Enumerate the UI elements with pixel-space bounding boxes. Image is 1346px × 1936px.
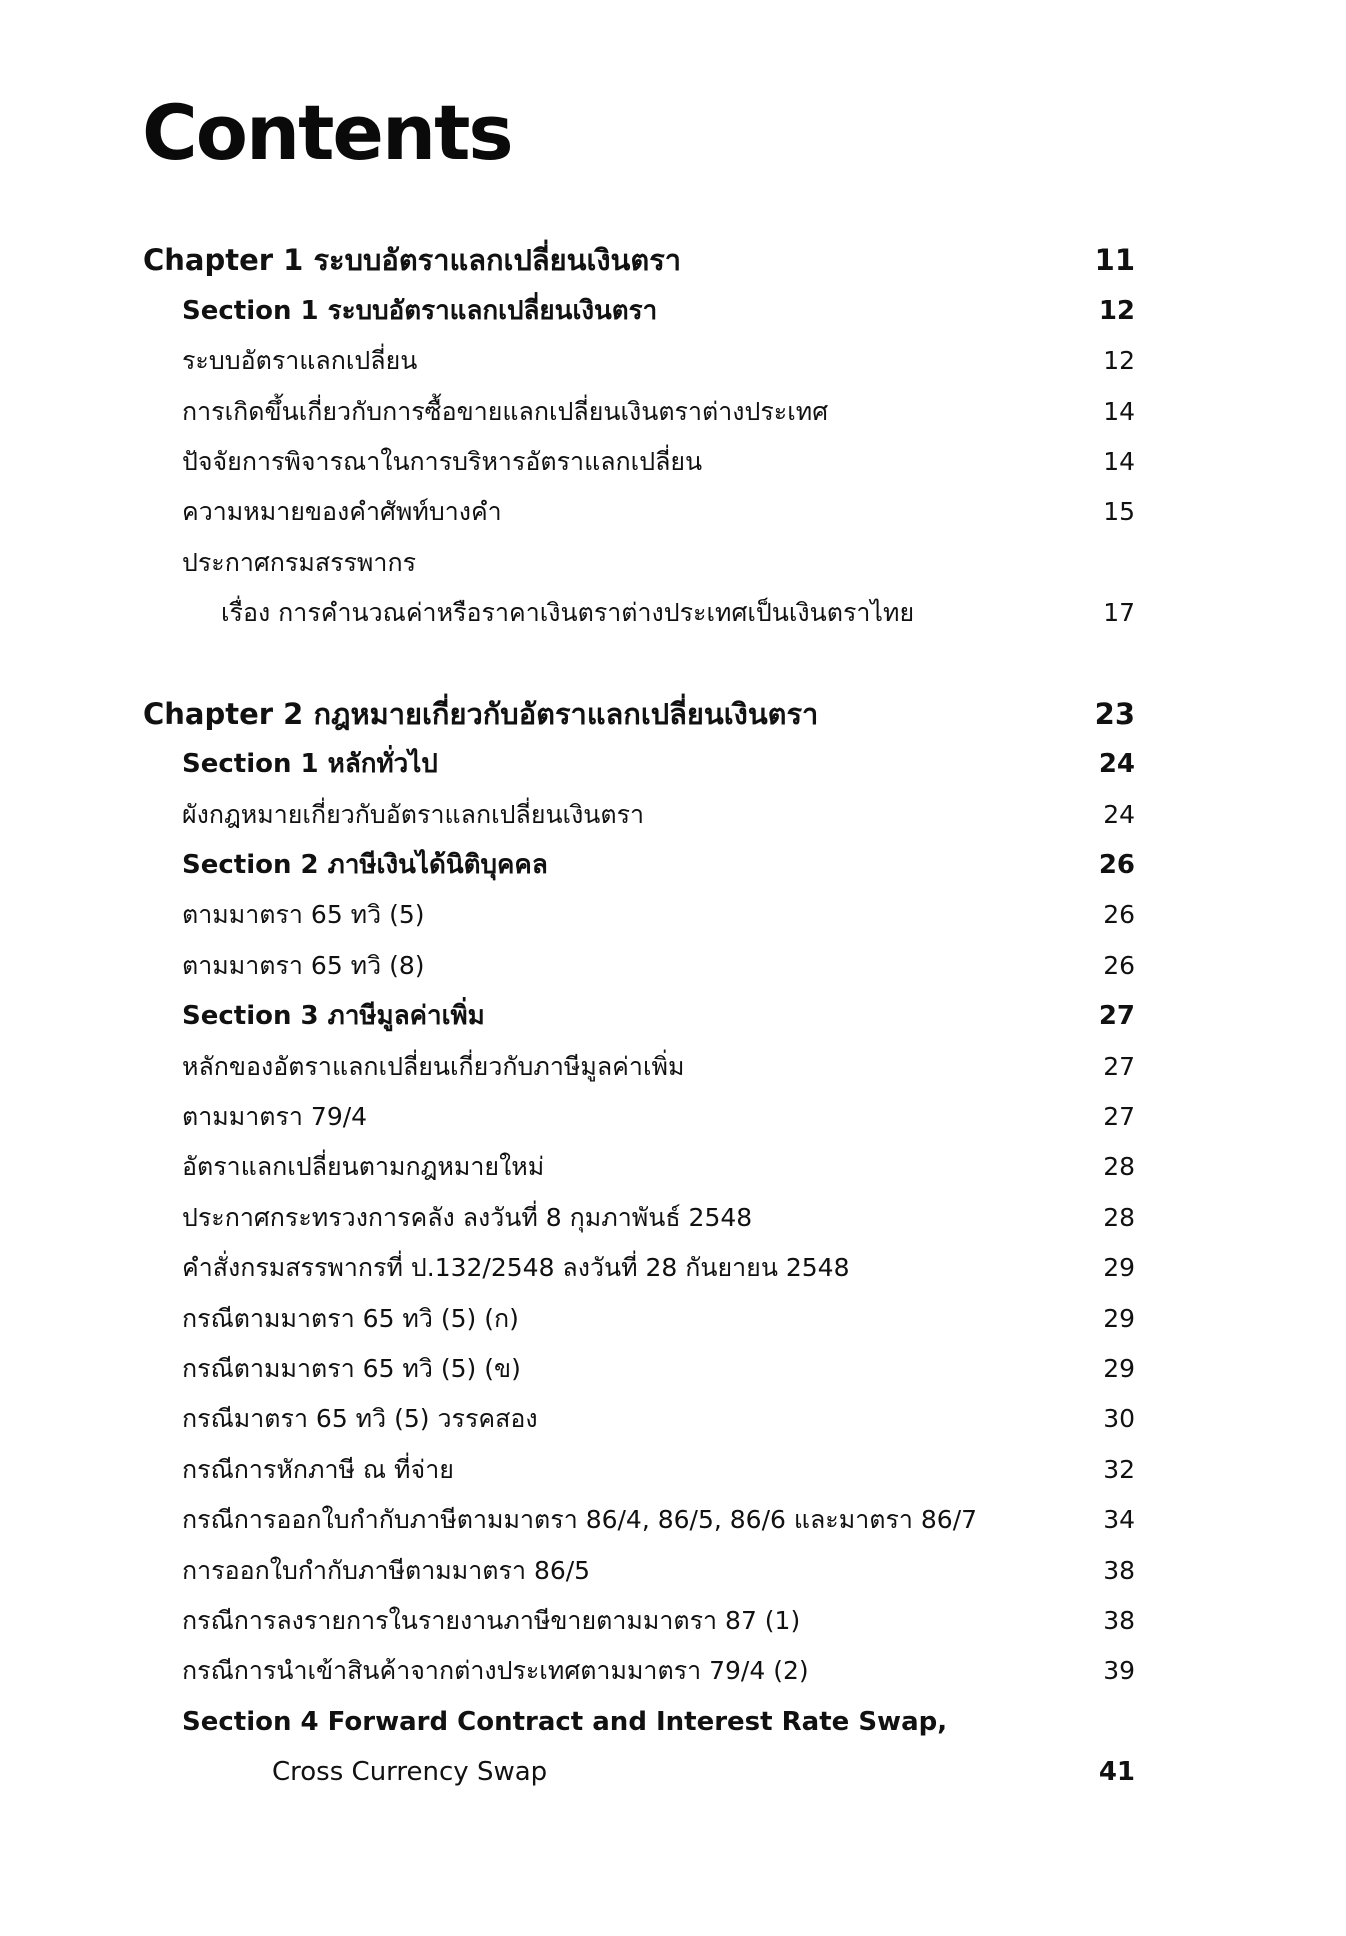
- item-label: กรณีการหักภาษี ณ ที่จ่าย: [182, 1454, 454, 1484]
- toc-item[interactable]: [0, 386, 1346, 436]
- toc-section[interactable]: [0, 1696, 1346, 1746]
- toc-item[interactable]: [0, 537, 1346, 587]
- chapter-spacer: [0, 638, 1346, 688]
- page-number: 27: [1098, 1001, 1135, 1032]
- page-number: 24: [1103, 799, 1135, 829]
- toc-item[interactable]: [0, 1142, 1346, 1192]
- toc-item[interactable]: [0, 1646, 1346, 1696]
- page-number: 27: [1103, 1051, 1135, 1081]
- item-label: ประกาศกรมสรรพากร: [182, 547, 417, 577]
- item-label: การออกใบกำกับภาษีตามมาตรา 86/5: [182, 1555, 591, 1585]
- page-number: 26: [1103, 950, 1135, 980]
- item-label: อัตราแลกเปลี่ยนตามกฎหมายใหม่: [182, 1152, 545, 1182]
- item-label: กรณีการนำเข้าสินค้าจากต่างประเทศตามมาตรา 79/4 (2): [182, 1656, 809, 1686]
- page-number: 28: [1103, 1152, 1135, 1182]
- toc-section[interactable]: [0, 739, 1346, 789]
- toc-item[interactable]: [0, 1092, 1346, 1142]
- section-heading: Section 3 ภาษีมูลค่าเพิ่ม: [182, 1001, 485, 1032]
- toc-section[interactable]: [0, 840, 1346, 890]
- toc-item[interactable]: [0, 1041, 1346, 1091]
- item-label: ตามมาตรา 79/4: [182, 1102, 368, 1132]
- item-label: ระบบอัตราแลกเปลี่ยน: [182, 346, 418, 376]
- toc-subitem[interactable]: [0, 588, 1346, 638]
- page-number: 23: [1094, 696, 1135, 731]
- item-label: หลักของอัตราแลกเปลี่ยนเกี่ยวกับภาษีมูลค่าเพิ่ม: [182, 1051, 685, 1081]
- toc-item[interactable]: [0, 890, 1346, 940]
- toc-section-continuation[interactable]: [0, 1747, 1346, 1797]
- page-number: 41: [1098, 1757, 1135, 1788]
- toc-chapter-1[interactable]: [0, 235, 1346, 285]
- toc-item[interactable]: [0, 487, 1346, 537]
- toc-item[interactable]: [0, 1192, 1346, 1242]
- item-label: ความหมายของคำศัพท์บางคำ: [182, 497, 502, 527]
- page-number: 38: [1103, 1555, 1135, 1585]
- page-number: 17: [1103, 598, 1135, 628]
- section-heading: Section 1 ระบบอัตราแลกเปลี่ยนเงินตรา: [182, 295, 658, 326]
- page-number: 12: [1098, 295, 1135, 326]
- page-number: 39: [1103, 1656, 1135, 1686]
- page-number: 15: [1103, 497, 1135, 527]
- page-number: 27: [1103, 1102, 1135, 1132]
- item-label: กรณีการลงรายการในรายงานภาษีขายตามมาตรา 87 (1): [182, 1605, 801, 1635]
- toc-item[interactable]: [0, 1344, 1346, 1394]
- item-label: การเกิดขึ้นเกี่ยวกับการซื้อขายแลกเปลี่ยนเงินตราต่างประเทศ: [182, 396, 829, 426]
- section-heading-continued: Cross Currency Swap: [272, 1757, 548, 1788]
- item-label: กรณีตามมาตรา 65 ทวิ (5) (ข): [182, 1353, 521, 1383]
- page-number: 32: [1103, 1454, 1135, 1484]
- page-number: 24: [1098, 749, 1135, 780]
- toc-list: [0, 235, 1346, 1797]
- item-label: ปัจจัยการพิจารณาในการบริหารอัตราแลกเปลี่ยน: [182, 446, 703, 476]
- toc-item[interactable]: [0, 1243, 1346, 1293]
- item-label: ผังกฎหมายเกี่ยวกับอัตราแลกเปลี่ยนเงินตรา: [182, 799, 645, 829]
- page-number: 26: [1103, 900, 1135, 930]
- item-label: กรณีการออกใบกำกับภาษีตามมาตรา 86/4, 86/5, 86/6 และมาตรา 86/7: [182, 1505, 978, 1535]
- page-number: 11: [1094, 243, 1135, 278]
- toc-item[interactable]: [0, 789, 1346, 839]
- page-number: 14: [1103, 446, 1135, 476]
- page-number: 14: [1103, 396, 1135, 426]
- section-heading: Section 1 หลักทั่วไป: [182, 749, 438, 780]
- toc-item[interactable]: [0, 437, 1346, 487]
- toc-item[interactable]: [0, 1293, 1346, 1343]
- section-heading: Section 4 Forward Contract and Interest Rate Swap,: [182, 1706, 948, 1737]
- item-label: ตามมาตรา 65 ทวิ (5): [182, 900, 425, 930]
- page-number: 30: [1103, 1404, 1135, 1434]
- item-label: กรณีตามมาตรา 65 ทวิ (5) (ก): [182, 1303, 519, 1333]
- page-number: 28: [1103, 1202, 1135, 1232]
- toc-item[interactable]: [0, 1596, 1346, 1646]
- chapter-heading: Chapter 2 กฎหมายเกี่ยวกับอัตราแลกเปลี่ยนเงินตรา: [143, 696, 819, 731]
- toc-chapter-2[interactable]: [0, 689, 1346, 739]
- item-label: เรื่อง การคำนวณค่าหรือราคาเงินตราต่างประเทศเป็นเงินตราไทย: [221, 598, 915, 628]
- toc-item[interactable]: [0, 1495, 1346, 1545]
- section-heading: Section 2 ภาษีเงินได้นิติบุคคล: [182, 850, 548, 881]
- item-label: กรณีมาตรา 65 ทวิ (5) วรรคสอง: [182, 1404, 538, 1434]
- item-label: คำสั่งกรมสรรพากรที่ ป.132/2548 ลงวันที่ 28 กันยายน 2548: [182, 1253, 850, 1283]
- page-number: 29: [1103, 1253, 1135, 1283]
- toc-item[interactable]: [0, 1394, 1346, 1444]
- page-number: 26: [1098, 850, 1135, 881]
- page-number: 29: [1103, 1353, 1135, 1383]
- page-number: 34: [1103, 1505, 1135, 1535]
- toc-item[interactable]: [0, 1545, 1346, 1595]
- toc-item[interactable]: [0, 940, 1346, 990]
- page-number: 12: [1103, 346, 1135, 376]
- toc-item[interactable]: [0, 1444, 1346, 1494]
- toc-section[interactable]: [0, 991, 1346, 1041]
- chapter-heading: Chapter 1 ระบบอัตราแลกเปลี่ยนเงินตรา: [143, 243, 682, 278]
- toc-item[interactable]: [0, 336, 1346, 386]
- page-number: 29: [1103, 1303, 1135, 1333]
- page-number: 38: [1103, 1605, 1135, 1635]
- toc-section[interactable]: [0, 285, 1346, 335]
- page-title: Contents: [142, 88, 512, 177]
- item-label: ตามมาตรา 65 ทวิ (8): [182, 950, 425, 980]
- item-label: ประกาศกระทรวงการคลัง ลงวันที่ 8 กุมภาพันธ์ 2548: [182, 1202, 753, 1232]
